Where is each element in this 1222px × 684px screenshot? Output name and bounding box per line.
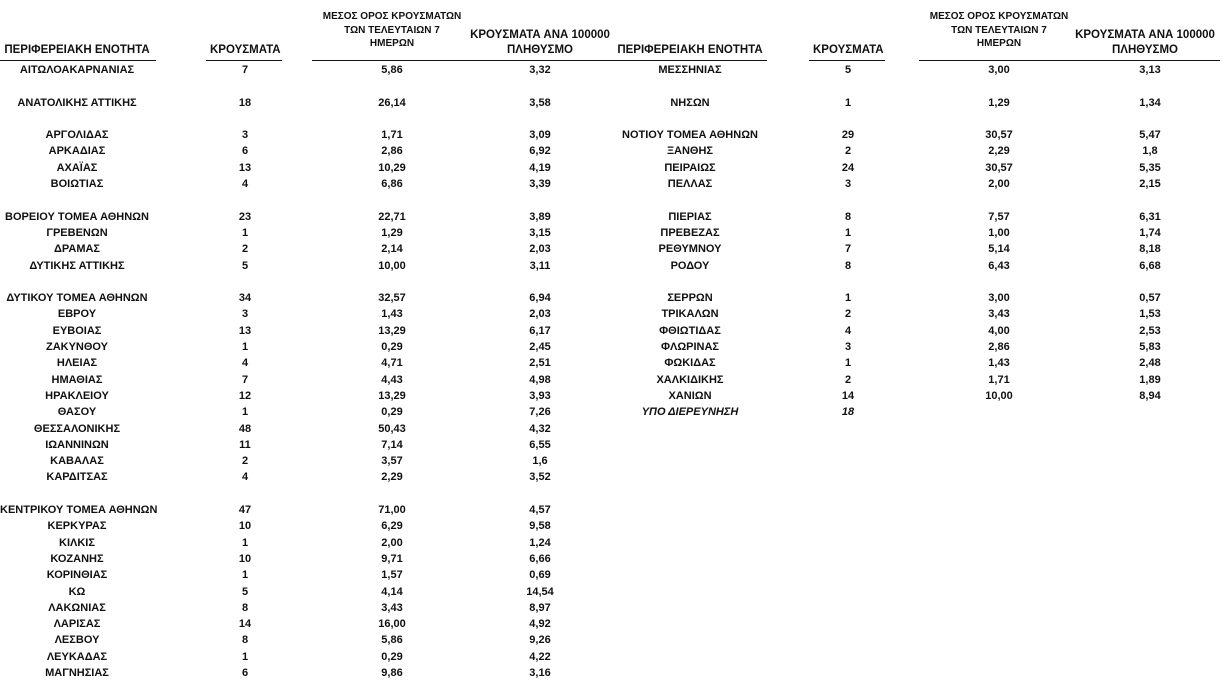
per100k-value: 6,17 <box>529 324 551 337</box>
cases-value: 10 <box>238 552 252 565</box>
avg7-value: 13,29 <box>378 324 406 337</box>
table-row <box>615 339 1222 355</box>
table-row <box>615 258 1222 274</box>
avg7-value: 5,86 <box>381 64 403 76</box>
table-row <box>615 372 1222 388</box>
region-name: ΚΕΡΚΥΡΑΣ <box>47 520 107 533</box>
per100k-value: 2,15 <box>1139 178 1161 191</box>
region-name: ΕΥΒΟΙΑΣ <box>52 324 102 337</box>
cases-value: 2 <box>844 373 852 386</box>
region-name: ΙΩΑΝΝΙΝΩΝ <box>45 438 109 451</box>
region-name: ΤΡΙΚΑΛΩΝ <box>661 308 719 321</box>
table-row <box>0 632 612 648</box>
avg7-value: 32,57 <box>378 292 406 305</box>
avg7-value: 3,43 <box>988 308 1010 321</box>
avg7-value: 1,57 <box>381 569 403 582</box>
avg7-value: 2,29 <box>381 471 403 484</box>
avg7-value: 4,00 <box>988 324 1010 337</box>
per100k-value: 4,92 <box>529 618 551 631</box>
avg7-value: 4,71 <box>381 357 403 370</box>
cases-value: 1 <box>241 650 249 663</box>
cases-value: 3 <box>844 178 852 191</box>
per100k-value: 3,11 <box>529 259 551 272</box>
table-row <box>0 567 612 583</box>
region-name: ΣΕΡΡΩΝ <box>667 292 713 305</box>
table-row <box>0 518 612 534</box>
avg7-value: 16,00 <box>378 618 406 631</box>
header-underline <box>1070 60 1220 61</box>
per100k-value: 2,03 <box>529 243 551 256</box>
region-name: ΡΟΔΟΥ <box>670 259 710 272</box>
region-name: ΜΕΣΣΗΝΙΑΣ <box>658 64 722 76</box>
header-underline <box>919 60 1079 61</box>
per100k-value: 3,93 <box>529 389 551 402</box>
cases-value: 7 <box>844 243 852 256</box>
per100k-value: 8,18 <box>1139 243 1161 256</box>
region-name: ΑΧΑΪΑΣ <box>56 161 98 174</box>
avg7-value: 6,29 <box>381 520 403 533</box>
header-region: ΠΕΡΙΦΕΡΕΙΑΚΗ ΕΝΟΤΗΤΑ <box>4 44 150 56</box>
cases-value: 8 <box>844 210 852 223</box>
cases-value: 14 <box>238 618 252 631</box>
avg7-value: 1,29 <box>988 96 1010 109</box>
region-name: ΛΕΣΒΟΥ <box>54 634 100 647</box>
avg7-value: 22,71 <box>378 210 406 223</box>
avg7-value: 0,29 <box>381 341 403 354</box>
table-row <box>0 306 612 322</box>
table-row <box>0 649 612 665</box>
avg7-value: 9,86 <box>381 666 403 679</box>
cases-value: 23 <box>238 210 252 223</box>
table-row <box>615 78 1222 111</box>
cases-value: 8 <box>241 601 249 614</box>
avg7-value: 0,29 <box>381 650 403 663</box>
header-avg-line1: ΜΕΣΟΣ ΟΡΟΣ ΚΡΟΥΣΜΑΤΩΝ <box>929 11 1069 22</box>
avg7-value: 2,00 <box>988 178 1010 191</box>
per100k-value: 6,66 <box>529 552 551 565</box>
per100k-value: 7,26 <box>529 406 551 419</box>
table-row <box>615 323 1222 339</box>
avg7-value: 3,43 <box>381 601 403 614</box>
cases-value: 24 <box>841 161 855 174</box>
table-row <box>0 62 612 78</box>
cases-value: 1 <box>241 226 249 239</box>
per100k-value: 1,53 <box>1139 308 1161 321</box>
avg7-value: 3,00 <box>988 292 1010 305</box>
per100k-value: 14,54 <box>526 585 554 598</box>
table-row <box>0 355 612 371</box>
table-row <box>615 404 1222 420</box>
region-name: ΠΕΙΡΑΙΩΣ <box>664 161 716 174</box>
header-avg-line1: ΜΕΣΟΣ ΟΡΟΣ ΚΡΟΥΣΜΑΤΩΝ <box>322 11 462 22</box>
cases-value: 12 <box>238 389 252 402</box>
avg7-value: 30,57 <box>985 161 1013 174</box>
avg7-value: 2,14 <box>381 243 403 256</box>
region-name: ΔΥΤΙΚΟΥ ΤΟΜΕΑ ΑΘΗΝΩΝ <box>6 292 148 305</box>
region-name: ΚΩ <box>68 585 86 598</box>
avg7-value: 13,29 <box>378 389 406 402</box>
cases-value: 29 <box>841 129 855 142</box>
header-per100k-line2: ΠΛΗΘΥΣΜΟ <box>506 44 573 56</box>
region-name: ΑΡΚΑΔΙΑΣ <box>48 145 106 158</box>
region-name: ΥΠΟ ΔΙΕΡΕΥΝΗΣΗ <box>641 406 739 419</box>
region-name: ΦΘΙΩΤΙΔΑΣ <box>659 324 721 337</box>
per100k-value: 6,68 <box>1139 259 1161 272</box>
region-name: ΗΡΑΚΛΕΙΟΥ <box>45 389 109 402</box>
table-row <box>0 469 612 485</box>
per100k-value: 3,89 <box>529 210 551 223</box>
per100k-value: 1,74 <box>1139 226 1161 239</box>
per100k-value: 0,69 <box>529 569 551 582</box>
region-name: ΑΝΑΤΟΛΙΚΗΣ ΑΤΤΙΚΗΣ <box>17 96 137 109</box>
avg7-value: 6,43 <box>988 259 1010 272</box>
per100k-value: 1,8 <box>1142 145 1158 158</box>
region-name: ΚΟΖΑΝΗΣ <box>50 552 104 565</box>
per100k-value: 1,6 <box>532 455 548 468</box>
table-row <box>0 453 612 469</box>
avg7-value: 3,00 <box>988 64 1010 76</box>
table-row <box>0 192 612 225</box>
table-row <box>0 665 612 681</box>
region-name: ΑΡΓΟΛΙΔΑΣ <box>45 129 109 142</box>
per100k-value: 4,98 <box>529 373 551 386</box>
cases-value: 2 <box>241 243 249 256</box>
header-per100k-line1: ΚΡΟΥΣΜΑΤΑ ΑΝΑ 100000 <box>470 29 610 41</box>
table-row <box>0 323 612 339</box>
cases-value: 11 <box>239 438 251 451</box>
region-name: ΑΙΤΩΛΟΑΚΑΡΝΑΝΙΑΣ <box>19 64 135 76</box>
table-row <box>615 388 1222 404</box>
per100k-value: 6,55 <box>529 438 551 451</box>
table-row <box>0 339 612 355</box>
cases-value: 4 <box>241 471 249 484</box>
per100k-value: 4,19 <box>529 161 551 174</box>
cases-value: 1 <box>844 96 852 109</box>
region-name: ΚΑΒΑΛΑΣ <box>50 455 104 468</box>
table-row <box>615 274 1222 307</box>
region-name: ΚΙΛΚΙΣ <box>59 536 95 549</box>
region-name: ΜΑΓΝΗΣΙΑΣ <box>45 666 109 679</box>
table-row <box>615 225 1222 241</box>
avg7-value: 71,00 <box>378 504 406 517</box>
region-name: ΚΑΡΔΙΤΣΑΣ <box>46 471 108 484</box>
cases-value: 13 <box>238 161 252 174</box>
region-name: ΛΕΥΚΑΔΑΣ <box>46 650 108 663</box>
table-row <box>0 111 612 144</box>
table-row <box>0 421 612 437</box>
cases-value: 14 <box>841 389 855 402</box>
header-underline <box>206 60 282 61</box>
table-row <box>615 111 1222 144</box>
table-row <box>0 176 612 192</box>
per100k-value: 5,35 <box>1139 161 1161 174</box>
header-region: ΠΕΡΙΦΕΡΕΙΑΚΗ ΕΝΟΤΗΤΑ <box>617 44 763 56</box>
per100k-value: 5,83 <box>1139 341 1161 354</box>
region-name: ΠΙΕΡΙΑΣ <box>668 210 712 223</box>
header-per100k-line1: ΚΡΟΥΣΜΑΤΑ ΑΝΑ 100000 <box>1075 29 1215 41</box>
table-row <box>0 584 612 600</box>
per100k-value: 8,97 <box>529 601 551 614</box>
cases-value: 2 <box>844 308 852 321</box>
per100k-value: 2,51 <box>529 357 551 370</box>
avg7-value: 1,00 <box>988 226 1010 239</box>
table-body-right <box>615 62 1222 421</box>
cases-value: 4 <box>241 178 249 191</box>
cases-value: 34 <box>238 292 252 305</box>
table-row <box>615 355 1222 371</box>
cases-value: 1 <box>241 406 249 419</box>
table-right <box>615 0 1222 684</box>
region-name: ΞΑΝΘΗΣ <box>666 145 714 158</box>
region-name: ΡΕΘΥΜΝΟΥ <box>658 243 722 256</box>
avg7-value: 3,57 <box>381 455 403 468</box>
table-row <box>615 192 1222 225</box>
avg7-value: 5,14 <box>988 243 1010 256</box>
per100k-value: 0,57 <box>1139 292 1161 305</box>
avg7-value: 1,29 <box>381 226 403 239</box>
table-row <box>0 372 612 388</box>
avg7-value: 1,43 <box>988 357 1010 370</box>
table-row <box>0 78 612 111</box>
avg7-value: 5,86 <box>381 634 403 647</box>
region-name: ΗΜΑΘΙΑΣ <box>51 373 103 386</box>
region-name: ΠΕΛΛΑΣ <box>667 178 713 191</box>
per100k-value: 3,52 <box>529 471 551 484</box>
per100k-value: 4,57 <box>529 504 551 517</box>
cases-value: 47 <box>238 504 252 517</box>
table-body-left <box>0 62 612 681</box>
region-name: ΓΡΕΒΕΝΩΝ <box>46 226 108 239</box>
cases-value: 1 <box>844 357 852 370</box>
cases-value: 7 <box>241 64 249 76</box>
table-row <box>0 404 612 420</box>
avg7-value: 2,86 <box>988 341 1010 354</box>
table-row <box>0 551 612 567</box>
avg7-value: 30,57 <box>985 129 1013 142</box>
per100k-value: 3,15 <box>529 226 551 239</box>
region-name: ΛΑΚΩΝΙΑΣ <box>48 601 106 614</box>
region-name: ΚΟΡΙΝΘΙΑΣ <box>46 569 108 582</box>
region-name: ΚΕΝΤΡΙΚΟΥ ΤΟΜΕΑ ΑΘΗΝΩΝ <box>0 504 158 517</box>
header-avg-line3: ΗΜΕΡΩΝ <box>369 38 415 49</box>
header-per100k-line2: ΠΛΗΘΥΣΜΟ <box>1111 44 1178 56</box>
per100k-value: 2,53 <box>1139 324 1161 337</box>
avg7-value: 7,57 <box>988 210 1010 223</box>
region-name: ΘΕΣΣΑΛΟΝΙΚΗΣ <box>33 422 121 435</box>
avg7-value: 4,43 <box>381 373 403 386</box>
header-avg-line3: ΗΜΕΡΩΝ <box>976 38 1022 49</box>
per100k-value: 6,92 <box>529 145 551 158</box>
region-name: ΧΑΛΚΙΔΙΚΗΣ <box>656 373 724 386</box>
cases-value: 4 <box>241 357 249 370</box>
avg7-value: 26,14 <box>378 96 406 109</box>
per100k-value: 8,94 <box>1139 389 1161 402</box>
cases-value: 18 <box>238 96 252 109</box>
table-row <box>0 388 612 404</box>
header-cases: ΚΡΟΥΣΜΑΤΑ <box>210 44 281 56</box>
table-row <box>0 143 612 159</box>
region-name: ΝΗΣΩΝ <box>670 96 710 109</box>
header-underline <box>809 60 885 61</box>
region-name: ΧΑΝΙΩΝ <box>668 389 712 402</box>
table-row <box>615 143 1222 159</box>
per100k-value: 1,89 <box>1139 373 1161 386</box>
region-name: ΕΒΡΟΥ <box>57 308 97 321</box>
cases-value: 13 <box>238 324 252 337</box>
cases-value: 8 <box>241 634 249 647</box>
cases-value: 1 <box>844 226 852 239</box>
per100k-value: 4,22 <box>529 650 551 663</box>
avg7-value: 10,00 <box>378 259 406 272</box>
per100k-value: 3,32 <box>529 64 551 76</box>
per100k-value: 3,58 <box>529 96 551 109</box>
cases-value: 5 <box>241 259 249 272</box>
table-row <box>615 241 1222 257</box>
cases-value: 48 <box>238 422 252 435</box>
region-name: ΒΟΙΩΤΙΑΣ <box>50 178 104 191</box>
per100k-value: 9,26 <box>529 634 551 647</box>
cases-value: 6 <box>241 145 249 158</box>
avg7-value: 1,71 <box>988 373 1010 386</box>
table-row <box>0 160 612 176</box>
region-name: ΘΑΣΟΥ <box>57 406 97 419</box>
per100k-value: 3,16 <box>529 666 551 679</box>
header-cases: ΚΡΟΥΣΜΑΤΑ <box>813 44 884 56</box>
per100k-value: 5,47 <box>1139 129 1161 142</box>
cases-value: 5 <box>844 64 852 76</box>
per100k-value: 9,58 <box>529 520 551 533</box>
table-row <box>615 62 1222 78</box>
avg7-value: 10,29 <box>378 161 406 174</box>
avg7-value: 9,71 <box>381 552 403 565</box>
cases-value: 3 <box>241 308 249 321</box>
avg7-value: 7,14 <box>381 438 403 451</box>
table-row <box>615 160 1222 176</box>
header-underline <box>615 60 767 61</box>
header-avg-line2: ΤΩΝ ΤΕΛΕΥΤΑΙΩΝ 7 <box>951 25 1047 36</box>
cases-value: 4 <box>844 324 852 337</box>
table-row <box>0 225 612 241</box>
table-row <box>0 616 612 632</box>
header-underline <box>312 60 472 61</box>
avg7-value: 0,29 <box>381 406 403 419</box>
region-name: ΒΟΡΕΙΟΥ ΤΟΜΕΑ ΑΘΗΝΩΝ <box>5 210 149 223</box>
table-row <box>0 437 612 453</box>
region-name: ΖΑΚΥΝΘΟΥ <box>45 341 109 354</box>
region-name: ΝΟΤΙΟΥ ΤΟΜΕΑ ΑΘΗΝΩΝ <box>622 129 758 142</box>
avg7-value: 2,00 <box>381 536 403 549</box>
per100k-value: 4,32 <box>529 422 551 435</box>
cases-value: 6 <box>241 666 249 679</box>
per100k-value: 6,31 <box>1139 210 1161 223</box>
cases-value: 3 <box>241 129 249 142</box>
per100k-value: 2,48 <box>1139 357 1161 370</box>
per100k-value: 3,13 <box>1139 64 1161 76</box>
cases-value: 5 <box>241 585 249 598</box>
avg7-value: 10,00 <box>985 389 1013 402</box>
table-row <box>0 241 612 257</box>
table-row <box>0 486 612 519</box>
table-row <box>615 306 1222 322</box>
table-row <box>0 600 612 616</box>
per100k-value: 6,94 <box>529 292 551 305</box>
per100k-value: 3,09 <box>529 129 551 142</box>
avg7-value: 1,71 <box>381 129 403 142</box>
avg7-value: 4,14 <box>381 585 403 598</box>
cases-value: 1 <box>241 536 249 549</box>
avg7-value: 1,43 <box>381 308 403 321</box>
per100k-value: 3,39 <box>529 178 551 191</box>
table-row <box>0 258 612 274</box>
table-row <box>0 535 612 551</box>
header-underline <box>465 60 615 61</box>
cases-value: 2 <box>241 455 249 468</box>
per100k-value: 2,45 <box>529 341 551 354</box>
region-name: ΦΩΚΙΔΑΣ <box>664 357 716 370</box>
cases-value: 7 <box>241 373 249 386</box>
per100k-value: 2,03 <box>529 308 551 321</box>
region-name: ΛΑΡΙΣΑΣ <box>53 618 101 631</box>
cases-value: 2 <box>844 145 852 158</box>
region-name: ΔΡΑΜΑΣ <box>53 243 101 256</box>
avg7-value: 50,43 <box>378 422 406 435</box>
per100k-value: 1,34 <box>1139 96 1161 109</box>
region-name: ΠΡΕΒΕΖΑΣ <box>660 226 720 239</box>
region-name: ΗΛΕΙΑΣ <box>56 357 98 370</box>
cases-value: 1 <box>241 569 249 582</box>
cases-value: 1 <box>844 292 852 305</box>
header-avg-line2: ΤΩΝ ΤΕΛΕΥΤΑΙΩΝ 7 <box>344 25 440 36</box>
cases-value: 3 <box>844 341 852 354</box>
cases-value: 8 <box>844 259 852 272</box>
table-row <box>0 274 612 307</box>
region-name: ΦΛΩΡΙΝΑΣ <box>660 341 720 354</box>
cases-value: 10 <box>238 520 252 533</box>
region-name: ΔΥΤΙΚΗΣ ΑΤΤΙΚΗΣ <box>29 259 125 272</box>
header-underline <box>0 60 156 61</box>
cases-value: 18 <box>841 406 855 419</box>
cases-value: 1 <box>241 341 249 354</box>
avg7-value: 2,86 <box>381 145 403 158</box>
per100k-value: 1,24 <box>529 536 551 549</box>
table-row <box>615 176 1222 192</box>
avg7-value: 2,29 <box>988 145 1010 158</box>
avg7-value: 6,86 <box>381 178 403 191</box>
